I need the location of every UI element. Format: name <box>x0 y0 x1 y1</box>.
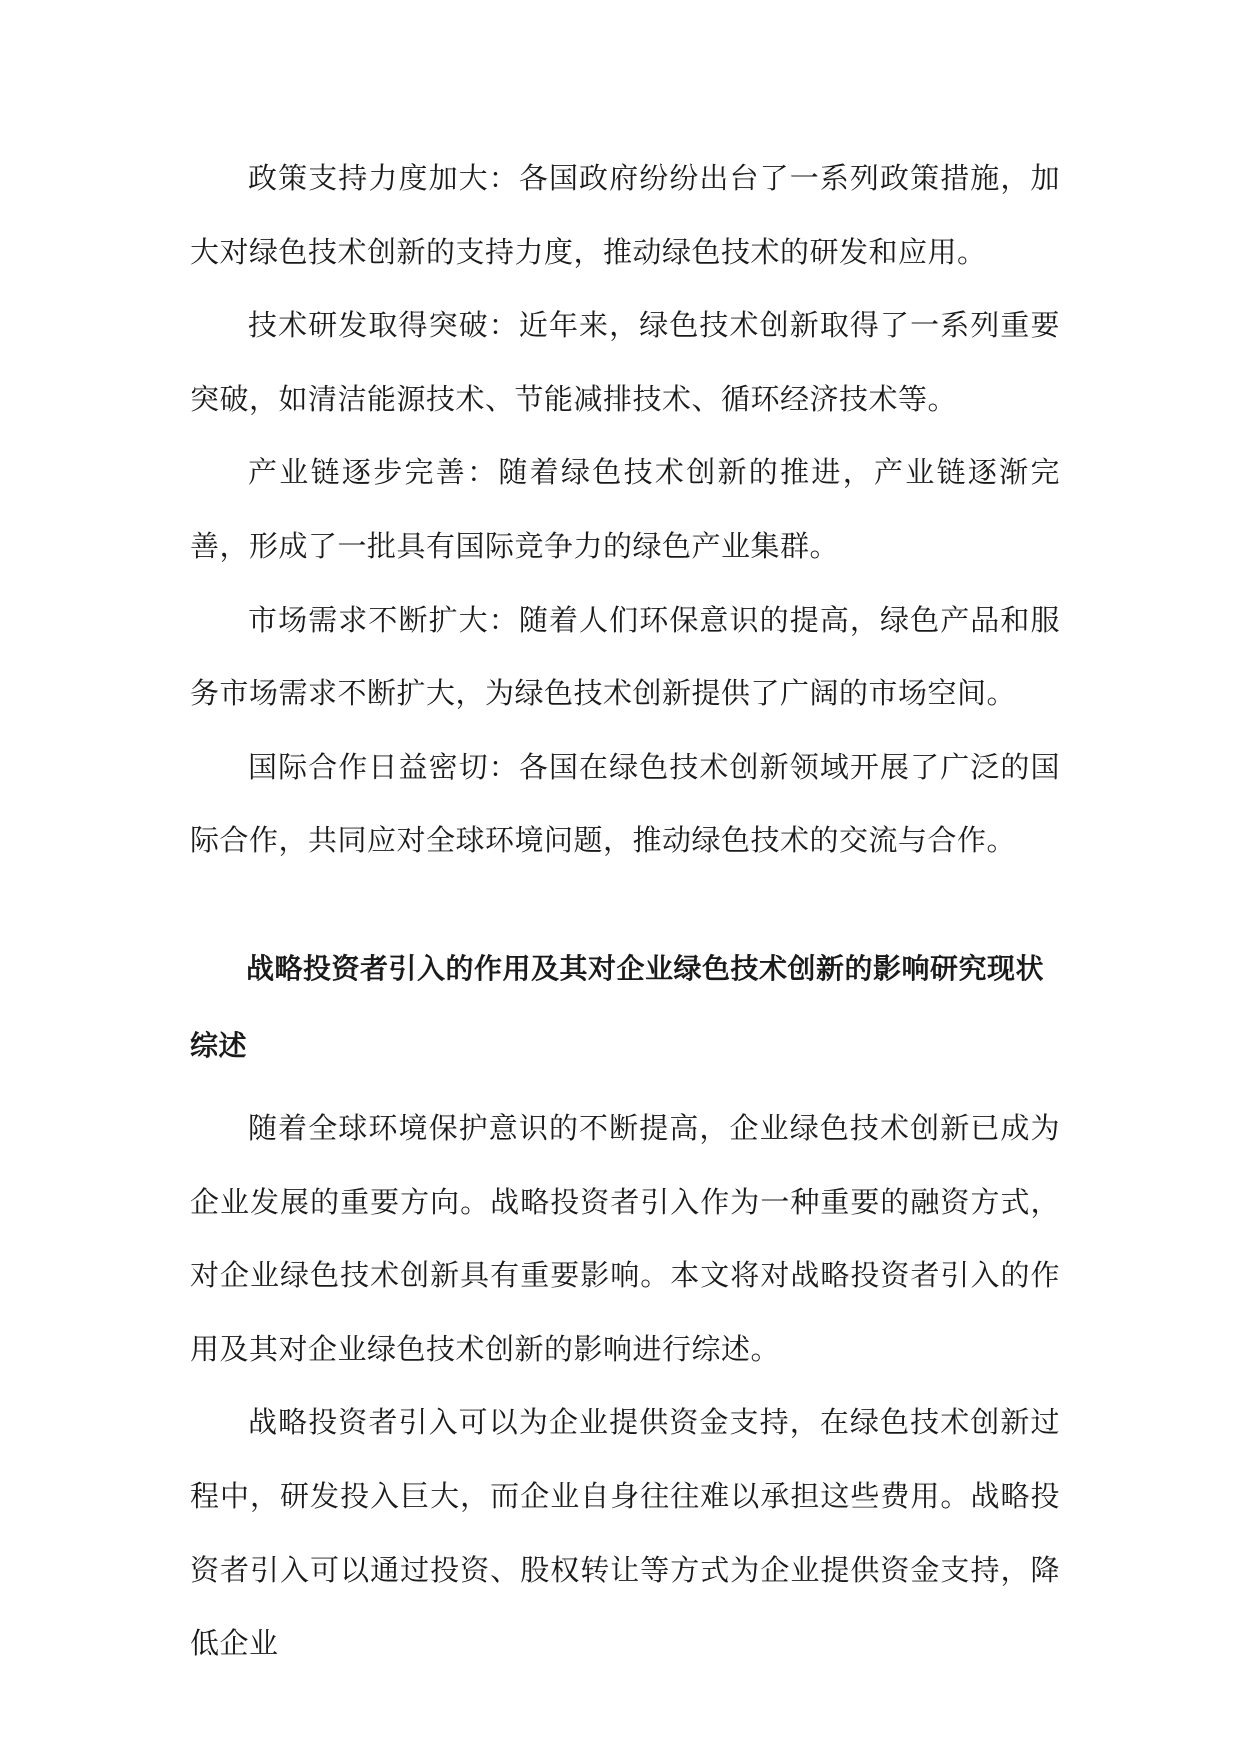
paragraph-international-cooperation: 国际合作日益密切：各国在绿色技术创新领域开展了广泛的国际合作，共同应对全球环境问题，推动绿色技术的交流与合作。 <box>190 749 1060 858</box>
paragraph-tech-breakthrough: 技术研发取得突破：近年来，绿色技术创新取得了一系列重要突破，如清洁能源技术、节能减排技术、循环经济技术等。 <box>190 308 1060 416</box>
page-content <box>190 142 1060 1681</box>
section-heading: 战略投资者引入的作用及其对企业绿色技术创新的影响研究现状综述 <box>190 951 1045 1062</box>
paragraph-industry-chain: 产业链逐步完善：随着绿色技术创新的推进，产业链逐渐完善，形成了一批具有国际竞争力的绿色产业集群。 <box>190 455 1060 563</box>
paragraph-funding-support: 战略投资者引入可以为企业提供资金支持，在绿色技术创新过程中，研发投入巨大，而企业自身往往难以承担这些费用。战略投资者引入可以通过投资、股权转让等方式为企业提供资金支持，降低企业 <box>190 1405 1060 1661</box>
paragraph-introduction: 随着全球环境保护意识的不断提高，企业绿色技术创新已成为企业发展的重要方向。战略投资者引入作为一种重要的融资方式，对企业绿色技术创新具有重要影响。本文将对战略投资者引入的作用及其对企业绿色技术创新的影响进行综述。 <box>190 1110 1060 1366</box>
paragraph-policy-support: 政策支持力度加大：各国政府纷纷出台了一系列政策措施，加大对绿色技术创新的支持力度，推动绿色技术的研发和应用。 <box>190 161 1060 269</box>
paragraph-market-demand: 市场需求不断扩大：随着人们环保意识的提高，绿色产品和服务市场需求不断扩大，为绿色技术创新提供了广阔的市场空间。 <box>190 602 1060 711</box>
